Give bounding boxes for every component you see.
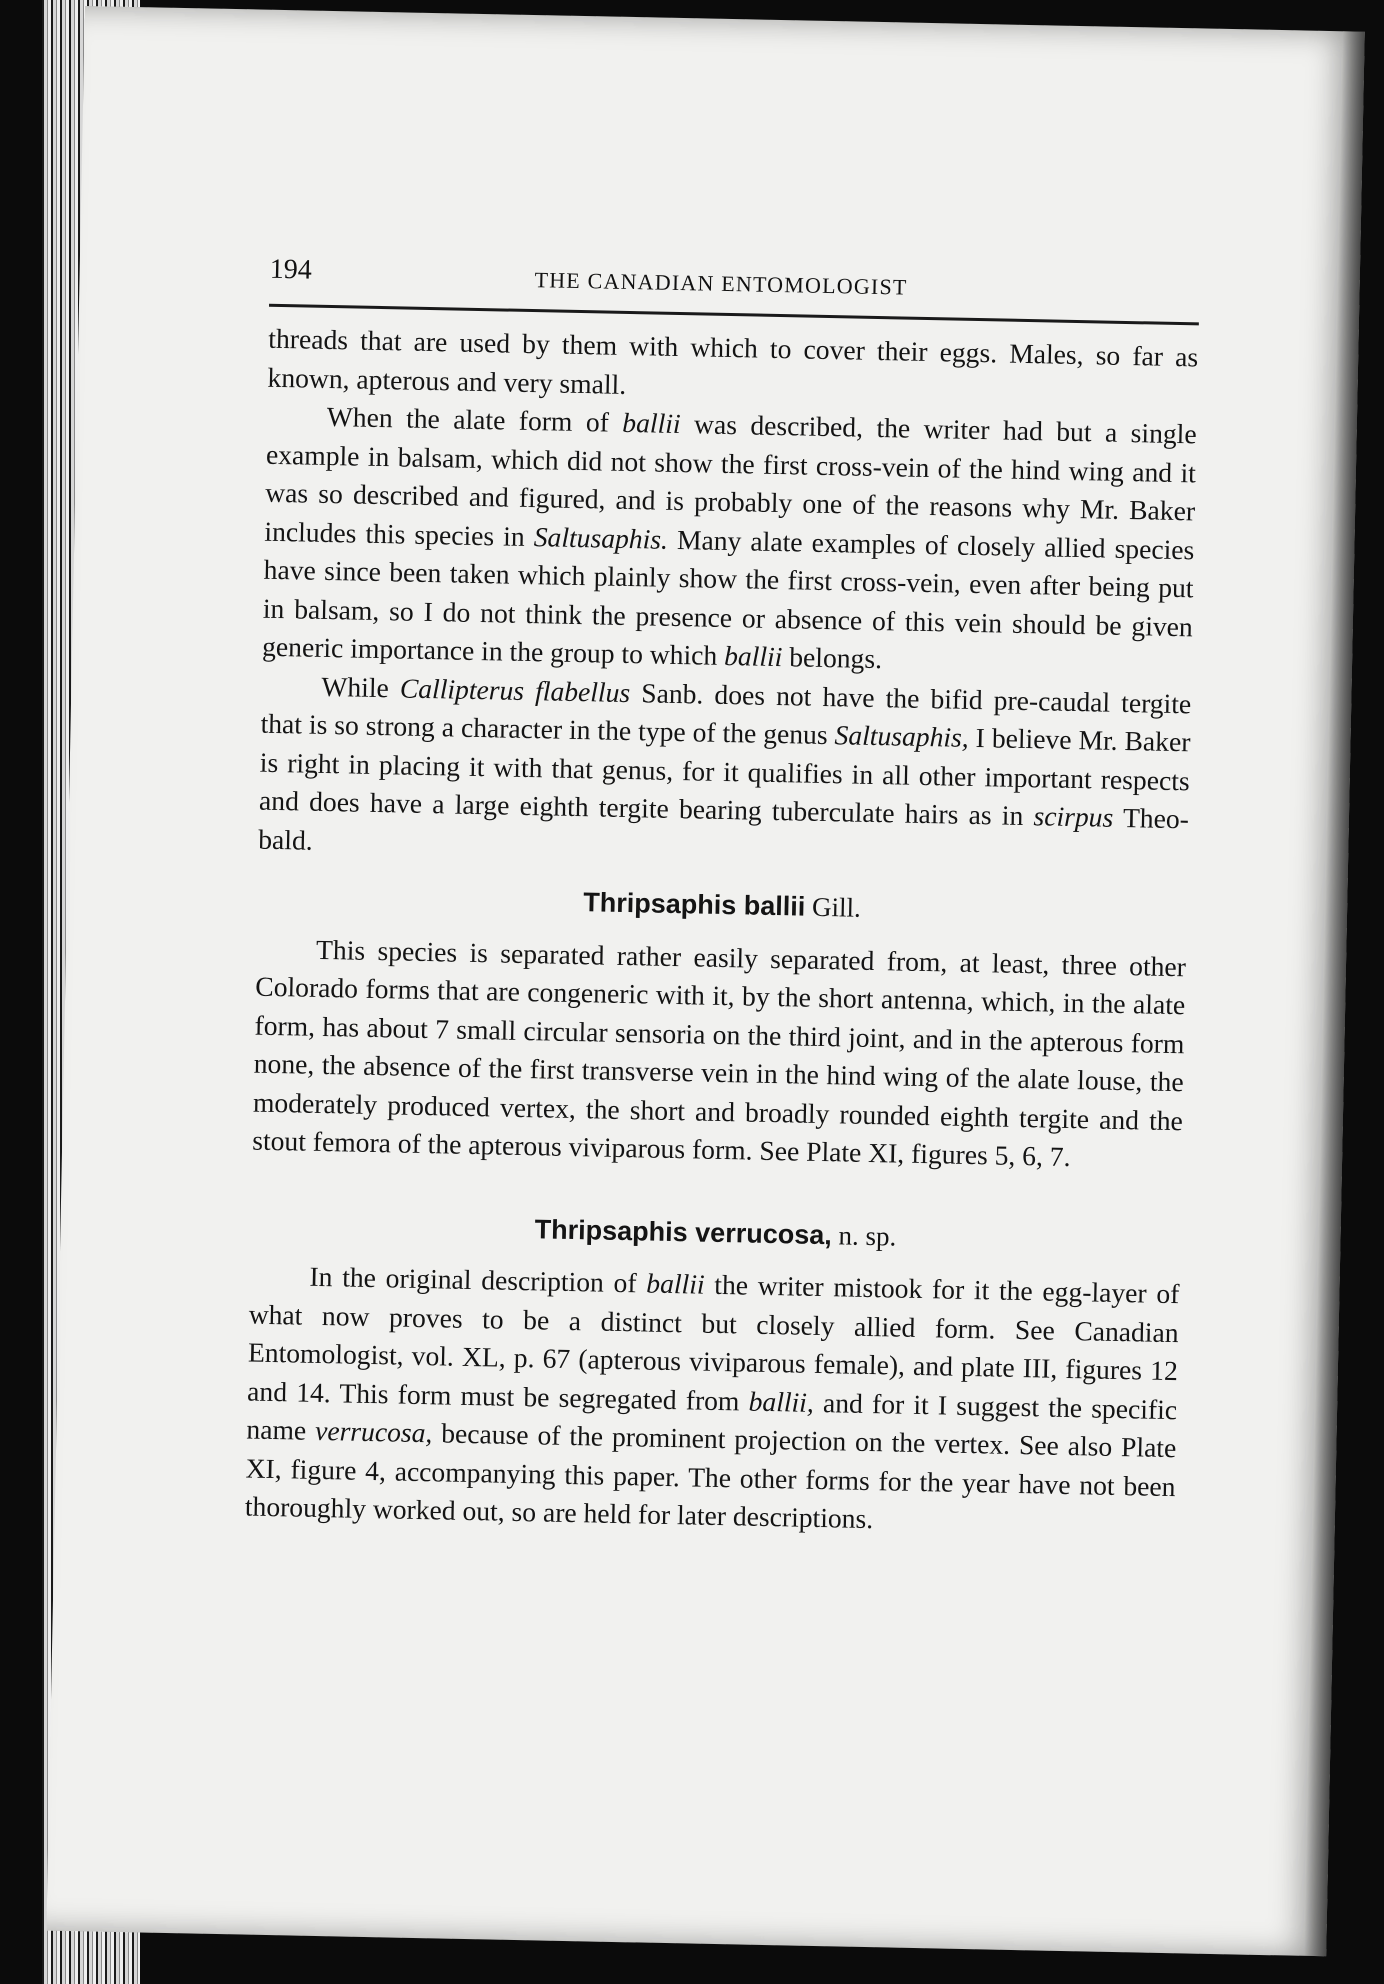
text-run: Many alate examples of closely allied species have since been taken which plainly show the first cross-vein, even after being put in balsam, so I do not think the presence or absence of this vein should be given generic importance in the group to which bbox=[261, 523, 1195, 671]
page-header bbox=[269, 254, 1200, 321]
species-name: ballii bbox=[622, 406, 681, 440]
heading-species-name: Thripsaphis verrucosa, bbox=[534, 1213, 833, 1250]
section-heading-ballii bbox=[257, 877, 1188, 934]
paragraph-callipterus bbox=[258, 666, 1192, 877]
section-heading-verrucosa bbox=[250, 1204, 1181, 1261]
text-run: In the original description of bbox=[309, 1260, 647, 1299]
text-run: I believe Mr. Baker is right in placing it with that genus, for it qualifies in all other important respects and does have a large eighth tergite bearing tuberculate hairs as in bbox=[258, 721, 1191, 832]
text-run: While bbox=[321, 670, 401, 703]
species-name: Callipterus flabellus bbox=[399, 671, 631, 708]
page-sheet bbox=[46, 6, 1364, 1956]
text-run: Sanb. does not have the bifid pre-caudal tergite that is so strong a character in the type of the genus bbox=[260, 676, 1192, 751]
text-run: Theo-bald. bbox=[258, 801, 1190, 856]
page-body bbox=[245, 320, 1199, 1545]
text-run: the writer mistook for it the egg-layer of what now proves to be a distinct but closely allied form. See Canadian Entomologist, vol. XL, p. 67 (apterous viviparous female), and plate III, figures 12 and 14. This form must be segregated from bbox=[246, 1268, 1180, 1417]
heading-author: Gill. bbox=[805, 891, 862, 923]
text-run: and for it I suggest the specific name bbox=[246, 1386, 1178, 1446]
paragraph-alate-form bbox=[262, 397, 1197, 685]
heading-author: n. sp. bbox=[831, 1219, 897, 1252]
paragraph-continuation: threads that are used by them with which to cover their eggs. Males, so far as known, apterous and very small. bbox=[267, 322, 1199, 400]
genus-name: Saltusaphis. bbox=[533, 520, 669, 555]
text-run: because of the prominent projection on the vertex. See also Plate XI, figure 4, accompanying this paper. The other forms for the year have not been thoroughly worked out, so are held for later descriptions. bbox=[244, 1417, 1177, 1535]
page-number: 194 bbox=[269, 253, 313, 286]
species-name: ballii, bbox=[748, 1385, 815, 1418]
heading-species-name: Thripsaphis ballii bbox=[583, 887, 806, 922]
species-name: scirpus bbox=[1033, 800, 1114, 833]
paragraph-verrucosa-description bbox=[245, 1257, 1180, 1545]
text-run: When the alate form of bbox=[326, 400, 623, 438]
species-name: verrucosa, bbox=[314, 1414, 433, 1449]
paragraph-ballii-description: This species is separated rather easily separated from, at least, three other Colorado forms that are congeneric with it, by the short antenna, which, in the alate form, has about 7 small circular sensoria on the third joint, and in the apterous form none, the absence of the first transverse vein in the hind wing of the alate louse, the moderately produced vertex, the short and broadly rounded eighth tergite and the stout femora of the apterous viviparous form. See Plate XI, figures 5, 6, 7. bbox=[251, 933, 1187, 1173]
genus-name: Saltusaphis, bbox=[834, 719, 970, 753]
species-name: ballii bbox=[723, 639, 783, 673]
text-run: was described, the writer had but a single example in balsam, which did not show the first cross-vein of the hind wing and it was so described and figured, and is probably one of the reasons why Mr. Baker includes this species in bbox=[264, 408, 1197, 552]
species-name: ballii bbox=[646, 1267, 705, 1300]
running-title: THE CANADIAN ENTOMOLOGIST bbox=[534, 267, 908, 300]
text-run: belongs. bbox=[782, 641, 883, 675]
